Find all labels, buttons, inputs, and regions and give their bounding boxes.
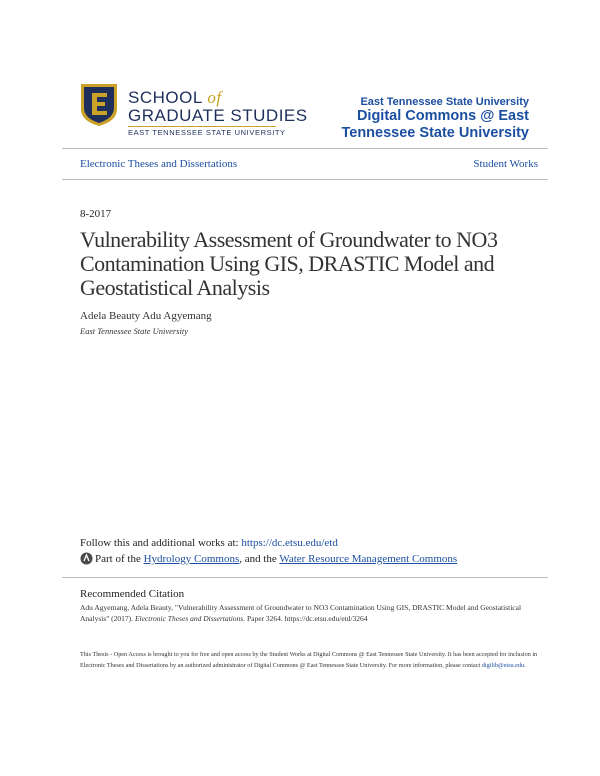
- citation-heading: Recommended Citation: [80, 588, 185, 600]
- citation-text: [80, 602, 540, 624]
- repo-university[interactable]: East Tennessee State University: [360, 96, 529, 108]
- citation-divider: [62, 577, 548, 578]
- follow-line: [80, 537, 338, 549]
- notice-text-b: .: [524, 662, 526, 669]
- header-divider: [62, 148, 548, 149]
- logo-divider: [128, 126, 276, 127]
- citation-text-b: . Paper 3264. https://dc.etsu.edu/etd/3264: [243, 614, 368, 623]
- water-resource-commons-link[interactable]: Water Resource Management Commons: [279, 553, 458, 565]
- publication-date: 8-2017: [80, 208, 112, 220]
- etd-url-link[interactable]: https://dc.etsu.edu/etd: [241, 537, 338, 549]
- student-works-link[interactable]: Student Works: [473, 158, 538, 170]
- part-of-line: [95, 553, 457, 565]
- citation-text-a: Adu Agyemang, Adela Beauty, "Vulnerability Assessment of Groundwater to NO3 Contamination Using GIS, DRASTIC Model and Geostatistical Analysis" (2017).: [80, 603, 522, 623]
- school-logo-line3: EAST TENNESSEE STATE UNIVERSITY: [128, 128, 286, 137]
- contact-email-link[interactable]: digilib@etsu.edu: [481, 662, 525, 669]
- author-name: Adela Beauty Adu Agyemang: [80, 310, 212, 322]
- paper-title: Vulnerability Assessment of Groundwater to NO3 Contamination Using GIS, DRASTIC Model and Geostatistical Analysis: [80, 227, 498, 300]
- nav-divider: [62, 179, 548, 180]
- collection-link[interactable]: Electronic Theses and Dissertations: [80, 158, 238, 170]
- partof-prefix: Part of the: [95, 553, 144, 565]
- repository-name[interactable]: [341, 96, 529, 142]
- open-access-icon: [80, 552, 93, 565]
- school-logo-line2: GRADUATE STUDIES: [128, 106, 308, 125]
- repo-line2[interactable]: Digital Commons @ East: [356, 108, 529, 124]
- access-notice: [80, 649, 540, 671]
- partof-and: , and the: [239, 553, 280, 565]
- school-logo-line1: SCHOOL of: [128, 88, 222, 107]
- notice-text-a: This Thesis - Open Access is brought to you for free and open access by the Student Works at Digital Commons @ East Tennessee State University. It has been accepted for inclusion in Electronic Theses and Dissertations by an authorized administrator of Digital Commons @ East Tennessee State University. For more information, please contact: [80, 651, 538, 669]
- repo-line3[interactable]: Tennessee State University: [341, 125, 529, 141]
- citation-series: Electronic Theses and Dissertations: [134, 614, 244, 623]
- author-institution: East Tennessee State University: [80, 326, 189, 336]
- follow-prefix: Follow this and additional works at:: [80, 537, 242, 549]
- etsu-shield-logo: [80, 83, 118, 127]
- hydrology-commons-link[interactable]: Hydrology Commons: [143, 553, 240, 565]
